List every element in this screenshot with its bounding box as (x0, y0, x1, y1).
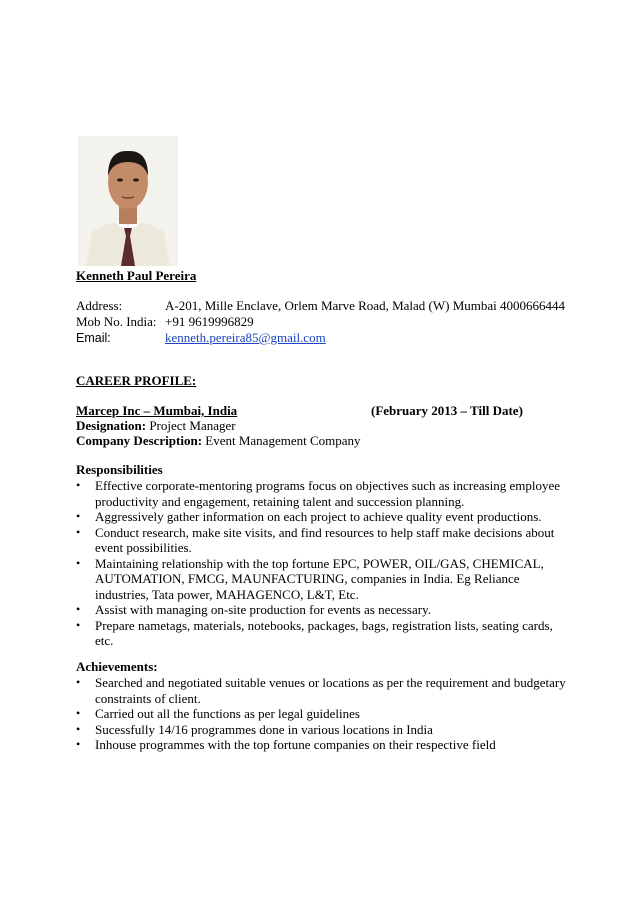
profile-photo (78, 136, 178, 266)
list-item: • Prepare nametags, materials, notebooks, packages, bags, registration lists, seating cards, etc. (76, 618, 566, 649)
mobile-label: Mob No. India: (76, 314, 157, 329)
address-value: A-201, Mille Enclave, Orlem Marve Road, Malad (W) Mumbai 4000666444 (165, 298, 566, 313)
email-link[interactable]: kenneth.pereira85@gmail.com (165, 330, 326, 345)
designation-label: Designation: (76, 418, 147, 433)
list-item: • Searched and negotiated suitable venues or locations as per the requirement and budgetary constraints of client. (76, 675, 566, 706)
company-description-label: Company Description: (76, 433, 203, 448)
responsibilities-heading: Responsibilities (76, 462, 163, 477)
email-row (76, 330, 326, 346)
job-title-row (76, 403, 522, 419)
responsibilities-list (76, 478, 566, 649)
company-description-value: Event Management Company (202, 433, 361, 448)
person-photo-icon (78, 136, 178, 266)
achievements-heading: Achievements: (76, 659, 158, 674)
mobile-value: +91 9619996829 (165, 314, 254, 329)
candidate-name: Kenneth Paul Pereira (76, 268, 197, 283)
achievements-list (76, 675, 566, 753)
list-item: • Aggressively gather information on each project to achieve quality event productions. (76, 509, 566, 525)
designation-row (76, 418, 236, 434)
address-row (76, 298, 565, 314)
mobile-row (76, 314, 254, 330)
list-item: • Sucessfully 14/16 programmes done in various locations in India (76, 722, 566, 738)
company-description-row (76, 433, 361, 449)
designation-value: Project Manager (146, 418, 236, 433)
list-item: • Maintaining relationship with the top fortune EPC, POWER, OIL/GAS, CHEMICAL, AUTOMATION, FMCG, MAUNFACTURING, companies in India. Eg Reliance industries, Tata power, MAHAGENCO, L&T, Etc. (76, 556, 566, 603)
career-profile-heading: CAREER PROFILE: (76, 373, 197, 388)
list-item: • Assist with managing on-site production for events as necessary. (76, 602, 566, 618)
company-name: Marcep Inc – Mumbai, India (76, 403, 238, 418)
email-label: Email: (76, 331, 111, 345)
list-item: • Conduct research, make site visits, and find resources to help staff make decisions about event possibilities. (76, 525, 566, 556)
list-item: • Inhouse programmes with the top fortune companies on their respective field (76, 737, 566, 753)
address-label: Address: (76, 298, 123, 313)
list-item: • Carried out all the functions as per legal guidelines (76, 706, 566, 722)
job-period: (February 2013 – Till Date) (371, 403, 523, 418)
list-item: • Effective corporate-mentoring programs focus on objectives such as increasing employee productivity and engagement, retaining talent and succession planning. (76, 478, 566, 509)
